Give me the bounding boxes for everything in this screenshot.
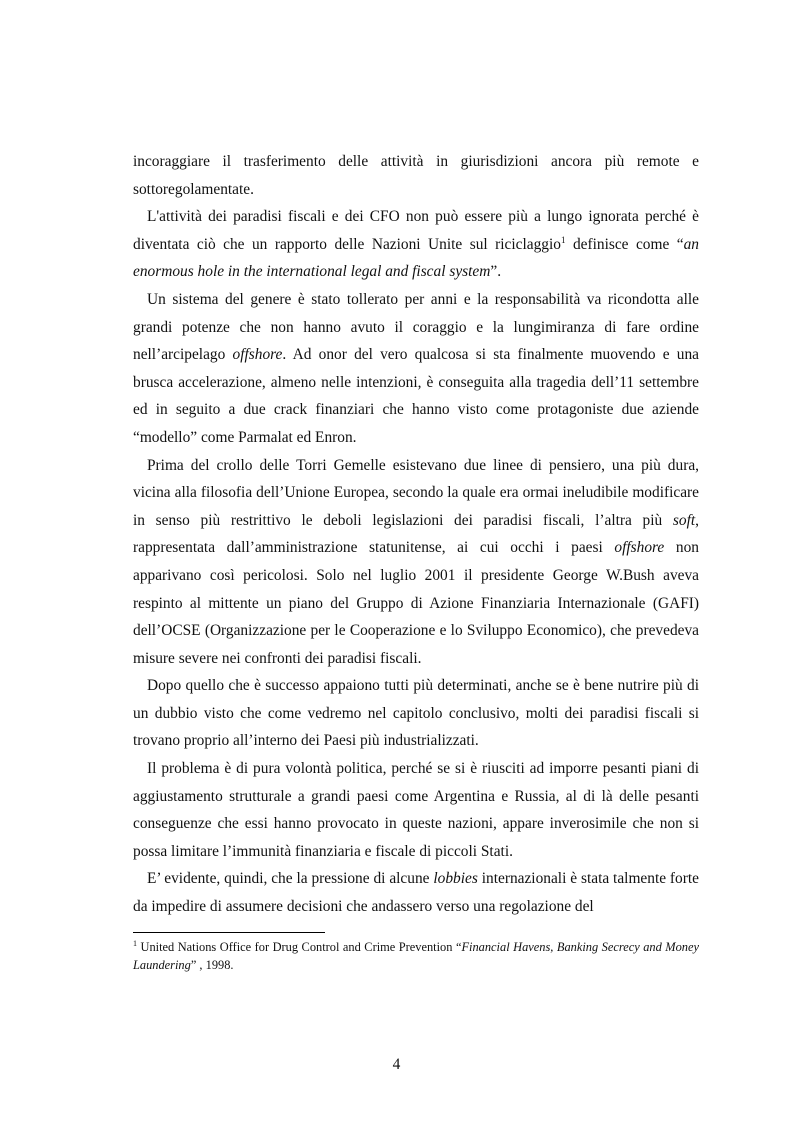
page-number: 4 [392,1056,401,1073]
paragraph-7: E’ evidente, quindi, che la pressione di alcune lobbies internazionali è stata talmente forte da impedire di assumere decisioni che andassero verso una regolazione del [133,870,699,916]
footnote-separator [133,932,325,933]
body-text [133,148,699,921]
footnote-title: Financial Havens, Banking Secrecy and Money Laundering [133,940,699,972]
quoted-phrase: an enormous hole in the international legal and fiscal system [133,235,699,281]
italic-term-offshore: offshore [232,346,283,364]
footnote-number: 1 [133,938,137,948]
footnote: $^1$ United Nations Office for Drug Control and Crime Prevention “Financial Havens, Banking Secrecy and Money Laundering” , 1998. [133,938,699,972]
paragraph-5: Dopo quello che è successo appaiono tutti più determinati, anche se è bene nutrire più di un dubbio visto che come vedremo nel capitolo conclusivo, molti dei paradisi fiscali si trovano proprio all’interno dei Paesi più industrializzati. [133,677,699,750]
paragraph-3: Un sistema del genere è stato tollerato per anni e la responsabilità va ricondotta alle grandi potenze che non hanno avuto il coraggio e la lungimiranza di fare ordine nell’arcipelago offshore. Ad onor del vero qualcosa si sta finalmente muovendo e una brusca accelerazione, almeno nelle intenzioni, è conseguita alla tragedia dell’11 settembre ed in seguito a due crack finanziari che hanno visto come protagoniste due aziende “modello” come Parmalat ed Enron. [133,290,699,446]
paragraph-4: Prima del crollo delle Torri Gemelle esistevano due linee di pensiero, una più dura, vicina alla filosofia dell’Unione Europea, secondo la quale era ormai ineludibile modificare in senso più restrittivo le deboli legislazioni dei paradisi fiscali, l’altra più soft, rappresentata dall’amministrazione statunitense, ai cui occhi i paesi offshore non apparivano così pericolosi. Solo nel luglio 2001 il presidente George W.Bush aveva respinto al mittente un piano del Gruppo di Azione Finanziaria Internazionale (GAFI) dell’OCSE (Organizzazione per le Cooperazione e lo Sviluppo Economico), che prevedeva misure severe nei confronti dei paradisi fiscali. [133,456,699,667]
italic-term-offshore: offshore [614,539,665,557]
paragraph-6: Il problema è di pura volontà politica, perché se si è riusciti ad imporre pesanti piani di aggiustamento strutturale a grandi paesi come Argentina e Russia, al di là delle pesanti conseguenze che essi hanno provocato in queste nazioni, appare inverosimile che non si possa limitare l’immunità finanziaria e fiscale di piccoli Stati. [133,760,699,860]
italic-term-soft: soft [672,511,696,529]
paragraph-1: incoraggiare il trasferimento delle attività in giurisdizioni ancora più remote e sottoregolamentate. [133,153,699,198]
italic-term-lobbies: lobbies [433,870,478,888]
paragraph-2: L'attività dei paradisi fiscali e dei CFO non può essere più a lungo ignorata perché è diventata ciò che un rapporto delle Nazioni Unite sul riciclaggio$^1$ definisce come “an enormous hole in the international legal and fiscal system”. [133,208,699,281]
footnote-reference: 1 [560,234,566,245]
